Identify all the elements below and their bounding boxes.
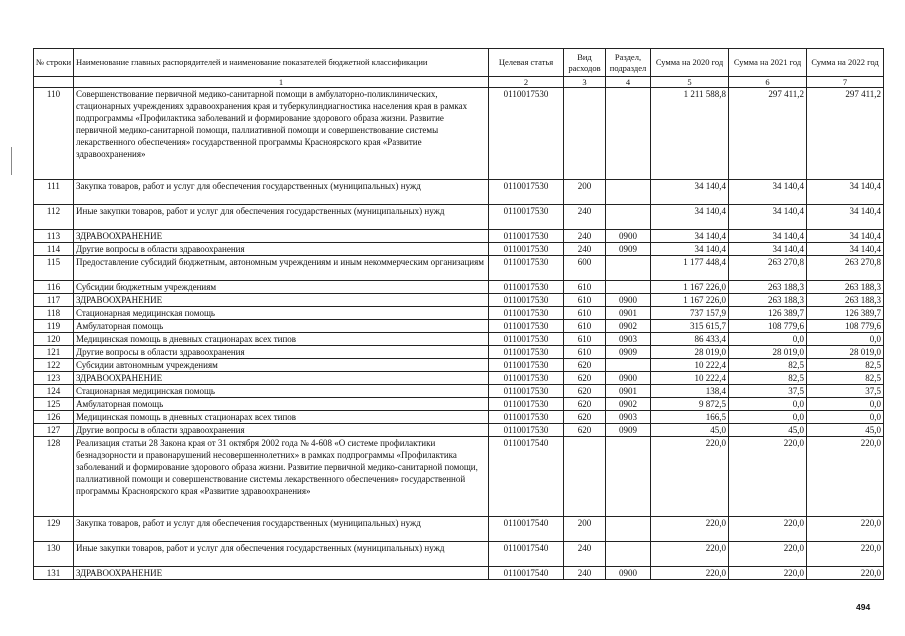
row-number: 130 (34, 542, 74, 567)
sum-2020: 9 872,5 (651, 398, 729, 411)
section-code: 0901 (606, 307, 651, 320)
section-code: 0900 (606, 230, 651, 243)
column-number: 4 (606, 77, 651, 88)
table-row (34, 372, 884, 385)
sum-2020: 220,0 (651, 517, 729, 542)
row-name: Предоставление субсидий бюджетным, автономным учреждениям и иным некоммерческим организациям (74, 256, 489, 281)
sum-2020: 45,0 (651, 424, 729, 437)
header-sum-2022: Сумма на 2022 год (807, 49, 884, 77)
row-number: 129 (34, 517, 74, 542)
table-row (34, 385, 884, 398)
sum-2021: 108 779,6 (729, 320, 807, 333)
section-code (606, 205, 651, 230)
target-article: 0110017540 (489, 517, 564, 542)
row-number: 112 (34, 205, 74, 230)
row-name: Закупка товаров, работ и услуг для обеспечения государственных (муниципальных) нужд (74, 517, 489, 542)
sum-2020: 1 177 448,4 (651, 256, 729, 281)
table-row (34, 411, 884, 424)
column-number: 6 (729, 77, 807, 88)
expense-type: 240 (564, 205, 606, 230)
row-number: 118 (34, 307, 74, 320)
sum-2020: 34 140,4 (651, 180, 729, 205)
section-code: 0903 (606, 333, 651, 346)
table-row (34, 517, 884, 542)
sum-2020: 86 433,4 (651, 333, 729, 346)
table-row (34, 542, 884, 567)
row-number: 111 (34, 180, 74, 205)
expense-type: 620 (564, 398, 606, 411)
target-article: 0110017530 (489, 88, 564, 180)
column-number: 3 (564, 77, 606, 88)
budget-table (33, 48, 884, 580)
expense-type: 620 (564, 424, 606, 437)
sum-2022: 45,0 (807, 424, 884, 437)
sum-2022: 220,0 (807, 437, 884, 517)
header-target-article: Целевая статья (489, 49, 564, 77)
row-number: 125 (34, 398, 74, 411)
expense-type: 620 (564, 411, 606, 424)
target-article: 0110017530 (489, 346, 564, 359)
row-number: 127 (34, 424, 74, 437)
table-row (34, 294, 884, 307)
sum-2021: 220,0 (729, 567, 807, 580)
sum-2020: 166,5 (651, 411, 729, 424)
sum-2022: 220,0 (807, 567, 884, 580)
column-number-empty (34, 77, 74, 88)
sum-2020: 1 167 226,0 (651, 294, 729, 307)
sum-2021: 297 411,2 (729, 88, 807, 180)
target-article: 0110017530 (489, 180, 564, 205)
section-code: 0901 (606, 385, 651, 398)
sum-2022: 263 188,3 (807, 281, 884, 294)
column-number: 2 (489, 77, 564, 88)
sum-2022: 0,0 (807, 333, 884, 346)
document-page (33, 48, 884, 580)
sum-2020: 220,0 (651, 542, 729, 567)
row-number: 126 (34, 411, 74, 424)
expense-type (564, 88, 606, 180)
sum-2021: 220,0 (729, 437, 807, 517)
row-number: 113 (34, 230, 74, 243)
section-code: 0900 (606, 294, 651, 307)
expense-type: 240 (564, 542, 606, 567)
row-name: ЗДРАВООХРАНЕНИЕ (74, 230, 489, 243)
section-code (606, 88, 651, 180)
sum-2022: 297 411,2 (807, 88, 884, 180)
expense-type: 240 (564, 567, 606, 580)
table-row (34, 307, 884, 320)
target-article: 0110017530 (489, 424, 564, 437)
header-section: Раздел, подраздел (606, 49, 651, 77)
header-sum-2020: Сумма на 2020 год (651, 49, 729, 77)
sum-2021: 34 140,4 (729, 243, 807, 256)
row-name: Другие вопросы в области здравоохранения (74, 243, 489, 256)
table-row (34, 230, 884, 243)
section-code (606, 256, 651, 281)
sum-2022: 34 140,4 (807, 243, 884, 256)
sum-2020: 315 615,7 (651, 320, 729, 333)
expense-type: 620 (564, 372, 606, 385)
section-code (606, 180, 651, 205)
row-number: 116 (34, 281, 74, 294)
expense-type: 200 (564, 517, 606, 542)
expense-type (564, 437, 606, 517)
target-article: 0110017530 (489, 359, 564, 372)
expense-type: 620 (564, 385, 606, 398)
row-number: 110 (34, 88, 74, 180)
sum-2022: 126 389,7 (807, 307, 884, 320)
expense-type: 610 (564, 346, 606, 359)
sum-2020: 28 019,0 (651, 346, 729, 359)
sum-2021: 0,0 (729, 398, 807, 411)
row-number: 122 (34, 359, 74, 372)
table-row (34, 281, 884, 294)
sum-2022: 37,5 (807, 385, 884, 398)
sum-2020: 220,0 (651, 437, 729, 517)
sum-2022: 34 140,4 (807, 180, 884, 205)
row-number: 120 (34, 333, 74, 346)
table-row (34, 346, 884, 359)
target-article: 0110017530 (489, 333, 564, 346)
header-expense-type: Вид расходов (564, 49, 606, 77)
section-code (606, 517, 651, 542)
row-number: 119 (34, 320, 74, 333)
sum-2021: 37,5 (729, 385, 807, 398)
row-number: 131 (34, 567, 74, 580)
sum-2022: 220,0 (807, 517, 884, 542)
section-code: 0909 (606, 424, 651, 437)
sum-2021: 34 140,4 (729, 205, 807, 230)
target-article: 0110017530 (489, 307, 564, 320)
target-article: 0110017540 (489, 437, 564, 517)
section-code: 0902 (606, 320, 651, 333)
sum-2021: 126 389,7 (729, 307, 807, 320)
expense-type: 610 (564, 294, 606, 307)
section-code: 0902 (606, 398, 651, 411)
sum-2022: 108 779,6 (807, 320, 884, 333)
expense-type: 600 (564, 256, 606, 281)
sum-2021: 82,5 (729, 372, 807, 385)
row-name: Стационарная медицинская помощь (74, 385, 489, 398)
table-row (34, 205, 884, 230)
row-name: Другие вопросы в области здравоохранения (74, 424, 489, 437)
sum-2022: 82,5 (807, 359, 884, 372)
expense-type: 610 (564, 320, 606, 333)
row-name: Медицинская помощь в дневных стационарах всех типов (74, 411, 489, 424)
expense-type: 240 (564, 243, 606, 256)
column-number: 5 (651, 77, 729, 88)
sum-2021: 45,0 (729, 424, 807, 437)
target-article: 0110017530 (489, 243, 564, 256)
sum-2022: 34 140,4 (807, 230, 884, 243)
table-body (34, 88, 884, 580)
row-name: ЗДРАВООХРАНЕНИЕ (74, 294, 489, 307)
row-number: 128 (34, 437, 74, 517)
expense-type: 610 (564, 281, 606, 294)
row-name: Медицинская помощь в дневных стационарах всех типов (74, 333, 489, 346)
sum-2020: 10 222,4 (651, 372, 729, 385)
sum-2021: 0,0 (729, 333, 807, 346)
expense-type: 610 (564, 333, 606, 346)
sum-2022: 34 140,4 (807, 205, 884, 230)
sum-2022: 28 019,0 (807, 346, 884, 359)
page-number: 494 (856, 602, 871, 612)
target-article: 0110017530 (489, 294, 564, 307)
row-name: Реализация статьи 28 Закона края от 31 октября 2002 года № 4-608 «О системе профилактики безнадзорности и правонарушений несовершеннолетних» в рамках подпрограммы «Профилактика заболеваний и формирование здорового образа жизни. Развитие первичной медико-санитарной помощи, паллиативной помощи и совершенствование системы лекарственного обеспечения» государственной программы Красноярского края «Развитие здравоохранения» (74, 437, 489, 517)
row-name: Другие вопросы в области здравоохранения (74, 346, 489, 359)
target-article: 0110017540 (489, 567, 564, 580)
sum-2021: 263 188,3 (729, 281, 807, 294)
row-name: Субсидии бюджетным учреждениям (74, 281, 489, 294)
row-name: Амбулаторная помощь (74, 320, 489, 333)
row-name: Амбулаторная помощь (74, 398, 489, 411)
sum-2020: 138,4 (651, 385, 729, 398)
section-code (606, 359, 651, 372)
sum-2021: 34 140,4 (729, 180, 807, 205)
sum-2021: 34 140,4 (729, 230, 807, 243)
header-row-number: № строки (34, 49, 74, 77)
target-article: 0110017530 (489, 205, 564, 230)
row-name: Иные закупки товаров, работ и услуг для обеспечения государственных (муниципальных) нужд (74, 542, 489, 567)
header-name: Наименование главных распорядителей и наименование показателей бюджетной классификации (74, 49, 489, 77)
target-article: 0110017530 (489, 256, 564, 281)
table-row (34, 359, 884, 372)
table-row (34, 88, 884, 180)
table-row (34, 424, 884, 437)
column-number: 1 (74, 77, 489, 88)
sum-2020: 34 140,4 (651, 243, 729, 256)
row-name: Стационарная медицинская помощь (74, 307, 489, 320)
row-number: 123 (34, 372, 74, 385)
sum-2021: 220,0 (729, 517, 807, 542)
row-number: 121 (34, 346, 74, 359)
sum-2020: 220,0 (651, 567, 729, 580)
target-article: 0110017530 (489, 230, 564, 243)
section-code: 0900 (606, 567, 651, 580)
sum-2021: 220,0 (729, 542, 807, 567)
column-number: 7 (807, 77, 884, 88)
sum-2020: 1 167 226,0 (651, 281, 729, 294)
expense-type: 620 (564, 359, 606, 372)
target-article: 0110017530 (489, 372, 564, 385)
target-article: 0110017530 (489, 281, 564, 294)
column-number-row (34, 77, 884, 88)
sum-2020: 737 157,9 (651, 307, 729, 320)
section-code: 0909 (606, 346, 651, 359)
section-code (606, 281, 651, 294)
sum-2022: 0,0 (807, 411, 884, 424)
section-code: 0900 (606, 372, 651, 385)
section-code: 0903 (606, 411, 651, 424)
sum-2021: 263 188,3 (729, 294, 807, 307)
header-row (34, 49, 884, 77)
section-code (606, 542, 651, 567)
table-row (34, 437, 884, 517)
target-article: 0110017530 (489, 398, 564, 411)
table-row (34, 180, 884, 205)
section-code (606, 437, 651, 517)
table-row (34, 333, 884, 346)
target-article: 0110017530 (489, 411, 564, 424)
row-number: 124 (34, 385, 74, 398)
sum-2022: 220,0 (807, 542, 884, 567)
margin-mark (11, 147, 12, 175)
sum-2020: 34 140,4 (651, 230, 729, 243)
table-row (34, 320, 884, 333)
sum-2020: 34 140,4 (651, 205, 729, 230)
sum-2022: 263 188,3 (807, 294, 884, 307)
sum-2021: 82,5 (729, 359, 807, 372)
table-row (34, 243, 884, 256)
expense-type: 200 (564, 180, 606, 205)
table-row (34, 398, 884, 411)
row-name: ЗДРАВООХРАНЕНИЕ (74, 372, 489, 385)
row-name: Субсидии автономным учреждениям (74, 359, 489, 372)
target-article: 0110017530 (489, 320, 564, 333)
table-row (34, 567, 884, 580)
row-name: Иные закупки товаров, работ и услуг для обеспечения государственных (муниципальных) нужд (74, 205, 489, 230)
sum-2020: 1 211 588,8 (651, 88, 729, 180)
row-number: 114 (34, 243, 74, 256)
target-article: 0110017540 (489, 542, 564, 567)
row-name: Закупка товаров, работ и услуг для обеспечения государственных (муниципальных) нужд (74, 180, 489, 205)
header-sum-2021: Сумма на 2021 год (729, 49, 807, 77)
expense-type: 610 (564, 307, 606, 320)
expense-type: 240 (564, 230, 606, 243)
sum-2020: 10 222,4 (651, 359, 729, 372)
sum-2021: 0,0 (729, 411, 807, 424)
sum-2022: 263 270,8 (807, 256, 884, 281)
row-number: 117 (34, 294, 74, 307)
table-row (34, 256, 884, 281)
sum-2022: 0,0 (807, 398, 884, 411)
section-code: 0909 (606, 243, 651, 256)
sum-2022: 82,5 (807, 372, 884, 385)
sum-2021: 263 270,8 (729, 256, 807, 281)
target-article: 0110017530 (489, 385, 564, 398)
row-name: Совершенствование первичной медико-санитарной помощи в амбулаторно-поликлинических, стационарных учреждениях здравоохранения края и туберкулиндиагностика населения края в рамках подпрограммы «Профилактика заболеваний и формирование здорового образа жизни. Развитие первичной медико-санитарной помощи, паллиативной помощи и совершенствование системы лекарственного обеспечения» государственной программы Красноярского края «Развитие здравоохранения» (74, 88, 489, 180)
sum-2021: 28 019,0 (729, 346, 807, 359)
row-number: 115 (34, 256, 74, 281)
row-name: ЗДРАВООХРАНЕНИЕ (74, 567, 489, 580)
